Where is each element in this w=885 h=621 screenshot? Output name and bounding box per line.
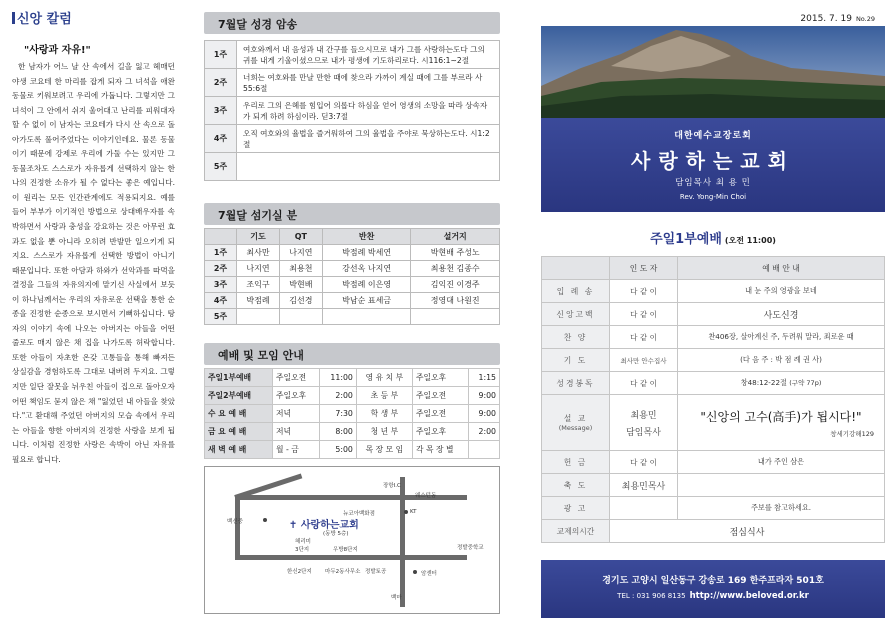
church-logo: ✝ 사랑하는교회 xyxy=(289,520,359,531)
verse-row: 1주 여호와께서 내 음성과 내 간구를 들으시므로 내가 그를 사랑하는도다 그의 귀를 내게 기울이셨으므로 내가 평생에 기도하리로다. 시116:1~2절 xyxy=(205,41,500,69)
order-row: 신앙고백 다 같 이 사도신경 xyxy=(542,303,885,326)
duty-header: 7월달 섬기실 분 xyxy=(204,203,500,225)
duty-row: 1주 최사만 나지연 박점례 박세연 박현배 주성노 xyxy=(205,245,500,261)
order-row: 축 도 최용민목사 xyxy=(542,474,885,497)
website-link[interactable]: http://www.beloved.or.kr xyxy=(689,591,809,601)
verse-row: 2주 너희는 여호와를 만날 만한 때에 찾으라 가까이 계실 때에 그를 부르라 사55:6절 xyxy=(205,69,500,97)
order-header-row: 인 도 자 예 배 안 내 xyxy=(542,257,885,280)
location-map: 장항I.C 웨스턴돔 뉴코아백화점 KT 백신중 ✝ 사랑하는교회 (동방 5층) 헤리미 3단지 우방8단지 정발중학교 한신2단지 마두2동사무소 정발토공 암센터 백마 xyxy=(204,466,500,614)
duty-header-row: 기도 QT 반찬 설거지 xyxy=(205,229,500,245)
order-row-sermon: 설 교 (Message) 최용민 담임목사 "신앙의 고수(高手)가 됩시다!" 창세기강해129 xyxy=(542,395,885,451)
column-body: 한 남자가 어느 날 산 속에서 길을 잃고 헤매던 야생 코요테 한 마리를 잡게 되자 그 녀석을 애완동물로 키워보려고 우리에 가둡니다. 그렇지만 그 녀석이 그 안에서 쉬지 울어대고 난리를 피워대자 할 수 없이 이 남자는 코요테가 다시 산 속으로 돌아가도록 풀어주었다는 이야기인데요. 물론 동물이기 때문에 강제로 우리에 가둘 수는 있지만 그 동물조차도 스스로가 자유롭게 선택하지 않는 한 나의 진정한 소유가 될 수 없다는 좋은 예입니다. 이 원리는 모든 인간관계에도 적용되지요. 예를 들어 부부가 이기적인 방법으로 상대배우자를 속박하면서 사랑과 충성을 강요하는 것은 아무런 효과도 없을 뿐 아니라 오히려 반발만 일으키게 되지요. 스스로가 자유롭게 선택한 방법이 아니기 때문입니다. 또한 아담과 하와가 선악과를 따먹을 결정을 그들의 자유의지에 맡기신 사실에서 보듯이 하나님께서는 우리의 자유로운 선택을 통한 순종을 진정한 순종으로 보시면서 기뻐하십니다. 탕자의 이야기 속에 나오는 아버지는 아들을 어떤 줄로도 매지 않은 채 집을 나가도록 허락합니다. 또한 아들이 자초한 온갖 고통들을 통해 빠져든 상실감을 경험하도록 그대로 내버려 두지요. 그렇지만 일단 잘못을 뉘우친 아들이 집으로 돌아오자 어떤 책임도 묻지 않은 채 "잃었던 내 아들을 찾았다."고 환대해 주었던 아버지의 모습 속에서 우리는 아들을 향한 아버지의 진정한 사랑을 보게 됩니다. 이처럼 진정한 사랑은 속박이 아닌 자유를 필요로 합니다. xyxy=(12,62,175,464)
mountain-photo xyxy=(541,26,885,118)
denomination: 대한예수교장로회 xyxy=(674,131,752,141)
verse-row: 3주 우리로 그의 은혜를 힘입어 의롭다 하심을 얻어 영생의 소망을 따라 상속자가 되게 하려 하심이라. 딛3:7절 xyxy=(205,97,500,125)
verse-row: 5주 xyxy=(205,153,500,181)
verses-table xyxy=(204,40,500,181)
pastor-name-en: Rev. Yong-Min Choi xyxy=(679,193,747,201)
order-row: 성경봉독 다 같 이 창48:12-22절 (구약 77p) xyxy=(542,372,885,395)
order-of-worship xyxy=(541,256,885,543)
order-row: 기 도 최사만 안수집사 (다 음 주 : 박 점 례 권 사) xyxy=(542,349,885,372)
school-marker xyxy=(263,518,267,522)
middle-column xyxy=(200,0,505,621)
faith-column xyxy=(0,0,185,621)
duty-table xyxy=(204,228,500,325)
services-table xyxy=(204,368,500,459)
service-row: 주일1부예배 주일오전 11:00 영 유 치 부 주일오후 1:15 xyxy=(205,369,500,387)
bulletin-date: 2015. 7. 19 No.29 xyxy=(800,14,875,24)
order-row: 헌 금 다 같 이 내가 주인 삼은 xyxy=(542,451,885,474)
church-footer xyxy=(541,560,885,618)
hospital-marker xyxy=(413,570,417,574)
kt-marker xyxy=(404,510,408,514)
sermon-title: "신앙의 고수(高手)가 됩시다!" xyxy=(700,409,862,424)
column-subtitle: "사랑과 자유!" xyxy=(24,45,91,56)
order-row: 입 례 송 다 같 이 내 눈 주의 영광을 보네 xyxy=(542,280,885,303)
duty-row: 4주 박점례 김선경 박남순 표세금 정영대 나원진 xyxy=(205,293,500,309)
order-row: 교제의시간 점심식사 xyxy=(542,520,885,543)
mountain-landscape-image xyxy=(541,26,885,118)
services-header: 예배 및 모임 안내 xyxy=(204,343,500,365)
verse-row: 4주 오직 여호와의 율법을 즐거워하여 그의 율법을 주야로 묵상하는도다. 시1:2절 xyxy=(205,125,500,153)
church-contact: TEL : 031 906 8135 http://www.beloved.or.kr xyxy=(617,591,809,601)
order-row: 광 고 주보를 참고하세요. xyxy=(542,497,885,520)
column-title: 신앙 칼럼 xyxy=(12,8,175,27)
service-row: 수 요 예 배 저녁 7:30 학 생 부 주일오전 9:00 xyxy=(205,405,500,423)
duty-row: 2주 나지연 최용천 강선옥 나지연 최용천 김종수 xyxy=(205,261,500,277)
church-banner xyxy=(541,118,885,212)
duty-row: 5주 xyxy=(205,309,500,325)
verses-header: 7월달 성경 암송 xyxy=(204,12,500,34)
pastor-name: 담임목사 최 용 민 xyxy=(675,178,751,188)
duty-row: 3주 조익구 박현배 박점례 이은영 김익진 이경주 xyxy=(205,277,500,293)
bulletin-cover xyxy=(541,0,885,621)
service-row: 새 벽 예 배 월 - 금 5:00 목 장 모 임 각 목 장 별 xyxy=(205,441,500,459)
map-road xyxy=(400,477,405,607)
service-row: 금 요 예 배 저녁 8:00 청 년 부 주일오후 2:00 xyxy=(205,423,500,441)
service-title: 주일1부예배 (오전 11:00) xyxy=(650,232,776,247)
church-name: 사랑하는교회 xyxy=(631,149,795,173)
service-row: 주일2부예배 주일오후 2:00 초 등 부 주일오전 9:00 xyxy=(205,387,500,405)
map-road xyxy=(235,495,240,560)
map-road xyxy=(235,555,467,560)
order-row: 찬 양 다 같 이 찬406장, 살아계신 주, 두려워 말라, 죄로운 때 xyxy=(542,326,885,349)
church-address: 경기도 고양시 일산동구 강송로 169 한주프라자 501호 xyxy=(602,576,824,586)
